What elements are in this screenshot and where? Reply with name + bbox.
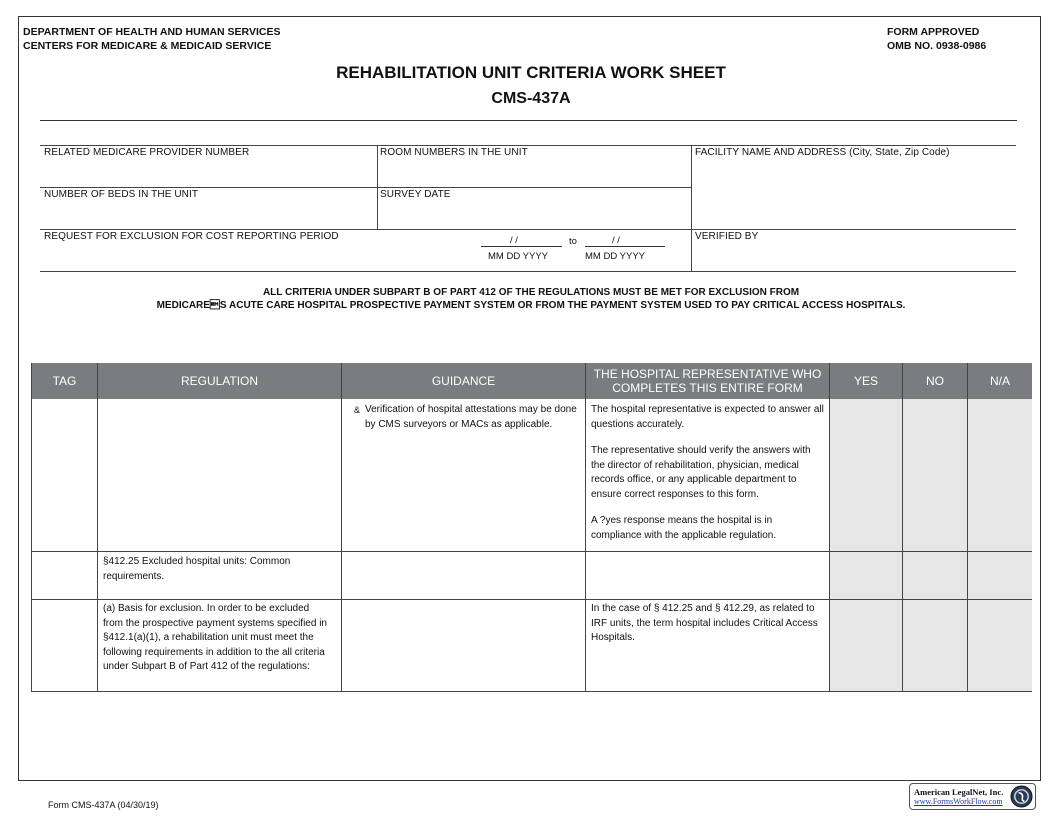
column-divider [902, 363, 903, 691]
yes-column-header: YES [830, 363, 902, 399]
column-divider [829, 363, 830, 691]
end-date-format: MM DD YYYY [585, 251, 646, 262]
regulation-basis-for-exclusion [103, 602, 327, 675]
guidance-column-header: GUIDANCE [342, 363, 585, 399]
end-date-input[interactable] [585, 246, 665, 247]
form-number: Form CMS-437A (04/30/19) [48, 800, 159, 810]
criteria-notice-line2: MEDICARES ACUTE CARE HOSPITAL PROSPECTIVE PAYMENT SYSTEM OR FROM THE PAYMENT SYSTEM USED TO PAY CRITICAL ACCESS HOSPITALS. [156, 300, 906, 311]
rep-line: The representative should verify the answers with [591, 445, 811, 456]
agency-header [23, 25, 280, 53]
facility-info-block [40, 145, 1016, 271]
column-divider [585, 363, 586, 691]
form-id: CMS-437A [491, 90, 571, 107]
representative-header-line2: COMPLETES THIS ENTIRE FORM [612, 381, 803, 395]
rep-line: compliance with the applicable regulation. [591, 529, 777, 541]
answer-columns-shade [830, 399, 1032, 691]
start-date-format: MM DD YYYY [488, 251, 549, 262]
regulation-column-header: REGULATION [98, 363, 341, 399]
end-date-slashes: / / [612, 235, 620, 246]
representative-instructions [591, 403, 824, 543]
divider [691, 145, 692, 271]
publisher-url[interactable]: www.FormsWorkFlow.com [914, 797, 1003, 806]
omb-number: OMB NO. 0938-0986 [887, 40, 987, 52]
number-of-beds-field[interactable]: NUMBER OF BEDS IN THE UNIT [44, 189, 199, 200]
criteria-table [31, 363, 1032, 692]
row-divider [32, 599, 1032, 600]
regulation-line: following requirements in addition to the all criteria [103, 646, 325, 658]
na-column-header: N/A [968, 363, 1032, 399]
column-divider [341, 363, 342, 691]
form-approved-label: FORM APPROVED [887, 26, 980, 38]
divider [40, 187, 691, 188]
date-range-to: to [569, 236, 577, 247]
guidance-text [365, 403, 577, 432]
regulation-line: under Subpart B of Part 412 of the regulations: [103, 661, 310, 672]
regulation-line: §412.1(a)(1), a rehabilitation unit must meet the [103, 632, 314, 643]
rep-line: records office, or any applicable department to [591, 474, 797, 485]
regulation-line: §412.25 Excluded hospital units: Common [103, 556, 291, 567]
start-date-input[interactable] [481, 246, 562, 247]
provider-number-field[interactable]: RELATED MEDICARE PROVIDER NUMBER [44, 147, 250, 158]
publisher-logo[interactable] [909, 783, 1036, 810]
room-numbers-field[interactable]: ROOM NUMBERS IN THE UNIT [380, 147, 528, 158]
divider [40, 145, 1016, 146]
rep-line: In the case of § 412.25 and § 412.29, as related to [591, 603, 815, 614]
rep-line: The hospital representative is expected to answer all [591, 404, 824, 415]
divider [40, 229, 1016, 230]
facility-name-address-field[interactable]: FACILITY NAME AND ADDRESS (City, State, Zip Code) [695, 147, 950, 158]
tag-column-header: TAG [32, 363, 97, 399]
title-divider [40, 120, 1017, 121]
divider [377, 145, 378, 229]
regulation-line: requirements. [103, 570, 165, 582]
rep-line: Hospitals. [591, 632, 635, 643]
criteria-notice-line1: ALL CRITERIA UNDER SUBPART B OF PART 412 OF THE REGULATIONS MUST BE MET FOR EXCLUSION FROM [262, 287, 800, 298]
center-name: CENTERS FOR MEDICARE & MEDICAID SERVICE [23, 40, 272, 52]
rep-line: A ?yes response means the hospital is in [591, 515, 773, 526]
verified-by-field[interactable]: VERIFIED BY [695, 231, 759, 242]
rep-line: questions accurately. [591, 418, 685, 430]
guidance-bullet: & [354, 405, 361, 415]
publisher-name: American LegalNet, Inc. [914, 787, 1004, 797]
globe-seal-icon [1010, 785, 1033, 808]
exclusion-period-field[interactable]: REQUEST FOR EXCLUSION FOR COST REPORTING PERIOD [44, 231, 339, 242]
page-title: REHABILITATION UNIT CRITERIA WORK SHEET [336, 63, 726, 82]
representative-header-line1: THE HOSPITAL REPRESENTATIVE WHO [593, 367, 822, 381]
rep-line: IRF units, the term hospital includes Critical Access [591, 617, 818, 629]
rep-line: ensure correct responses to this form. [591, 488, 759, 500]
no-column-header: NO [903, 363, 967, 399]
regulation-412-25 [103, 555, 290, 584]
rep-line: the director of rehabilitation, physician, medical [591, 459, 799, 471]
divider [40, 271, 1016, 272]
representative-column-header [586, 363, 829, 399]
column-divider [967, 363, 968, 691]
start-date-slashes: / / [510, 235, 518, 246]
guidance-line: Verification of hospital attestations may be done [365, 404, 577, 415]
approval-header [887, 25, 986, 53]
guidance-line: by CMS surveyors or MACs as applicable. [365, 418, 553, 430]
regulation-line: (a) Basis for exclusion. In order to be excluded [103, 603, 310, 614]
survey-date-field[interactable]: SURVEY DATE [380, 189, 451, 200]
representative-cah-note [591, 602, 818, 646]
column-divider [97, 363, 98, 691]
regulation-line: from the prospective payment systems specified in [103, 617, 327, 629]
row-divider [32, 551, 1032, 552]
department-name: DEPARTMENT OF HEALTH AND HUMAN SERVICES [23, 26, 281, 38]
